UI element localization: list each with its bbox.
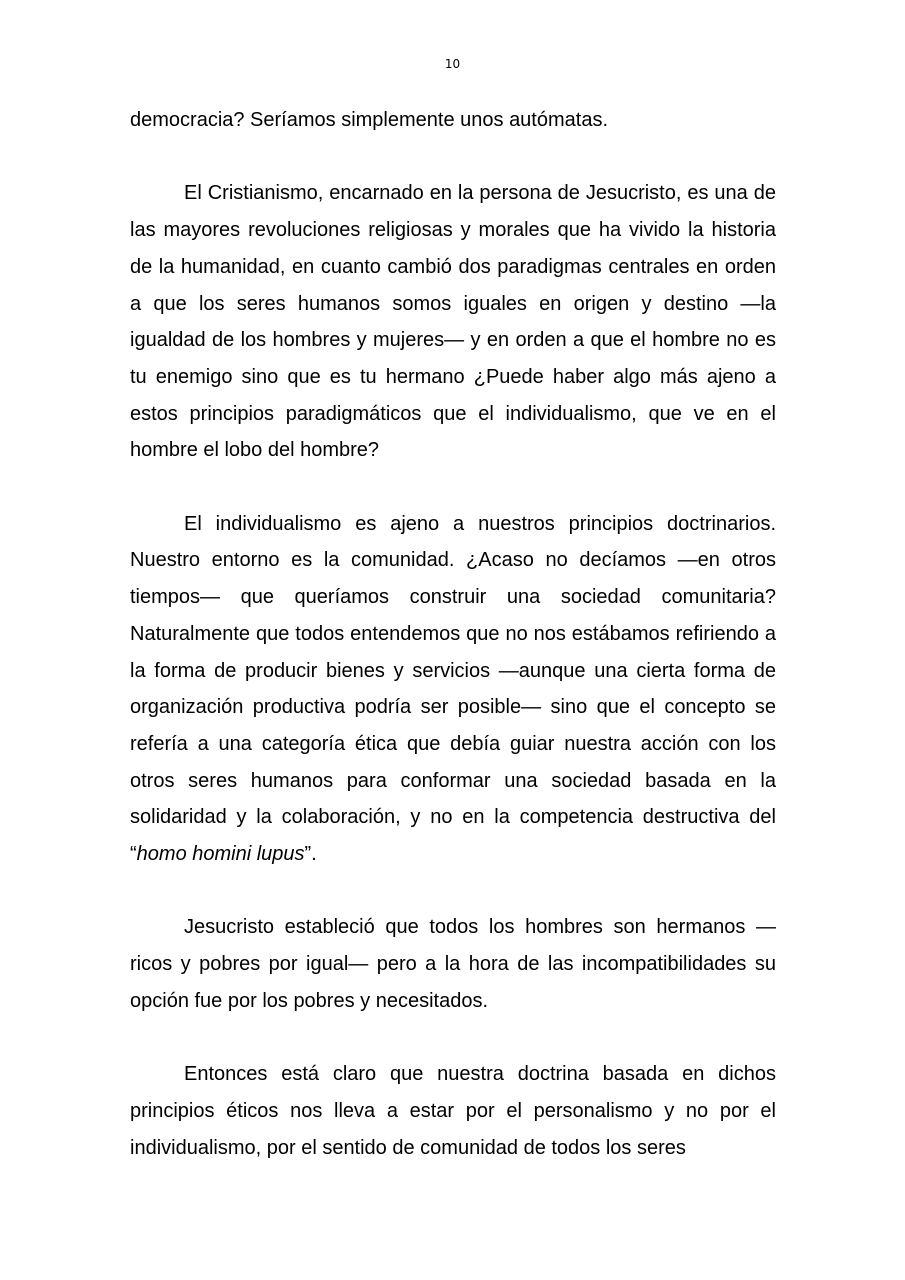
paragraph-gap — [130, 469, 776, 506]
paragraph-gap — [130, 139, 776, 176]
body-text — [130, 102, 776, 1166]
paragraph-gap — [130, 873, 776, 910]
paragraph-individualismo — [130, 506, 776, 873]
paragraph-continuation: democracia? Seríamos simplemente unos autómatas. — [130, 109, 609, 131]
paragraph-cristianismo: El Cristianismo, encarnado en la persona de Jesucristo, es una de las mayores revoluciones religiosas y morales que ha vivido la historia de la humanidad, en cuanto cambió dos paradigmas centrales en orden a que los seres humanos somos iguales en origen y destino —la igualdad de los hombres y mujeres— y en orden a que el hombre no es tu enemigo sino que es tu hermano ¿Puede haber algo más ajeno a estos principios paradigmáticos que el individualismo, que ve en el hombre el lobo del hombre? — [130, 182, 776, 462]
paragraph-entonces: Entonces está claro que nuestra doctrina basada en dichos principios éticos nos lleva a estar por el personalismo y no por el individualismo, por el sentido de comunidad de todos los seres — [130, 1063, 776, 1159]
latin-quote: homo homini lupus — [136, 843, 305, 866]
page-number: 10 — [444, 57, 461, 71]
paragraph-gap — [130, 1020, 776, 1057]
paragraph-text-end: ”. — [304, 843, 317, 866]
paragraph-jesucristo: Jesucristo estableció que todos los hombres son hermanos —ricos y pobres por igual— pero a la hora de las incompatibilidades su opción fue por los pobres y necesitados. — [130, 916, 776, 1012]
paragraph-text: El individualismo es ajeno a nuestros principios doctrinarios. Nuestro entorno es la comunidad. ¿Acaso no decíamos —en otros tiempos— que queríamos construir una sociedad comunitaria? Naturalmente que todos entendemos que no nos estábamos refiriendo a la forma de producir bienes y servicios —aunque una cierta forma de organización productiva podría ser posible— sino que el concepto se refería a una categoría ética que debía guiar nuestra acción con los otros seres humanos para conformar una sociedad basada en la solidaridad y la colaboración, y no en la competencia destructiva del “ — [130, 512, 776, 866]
